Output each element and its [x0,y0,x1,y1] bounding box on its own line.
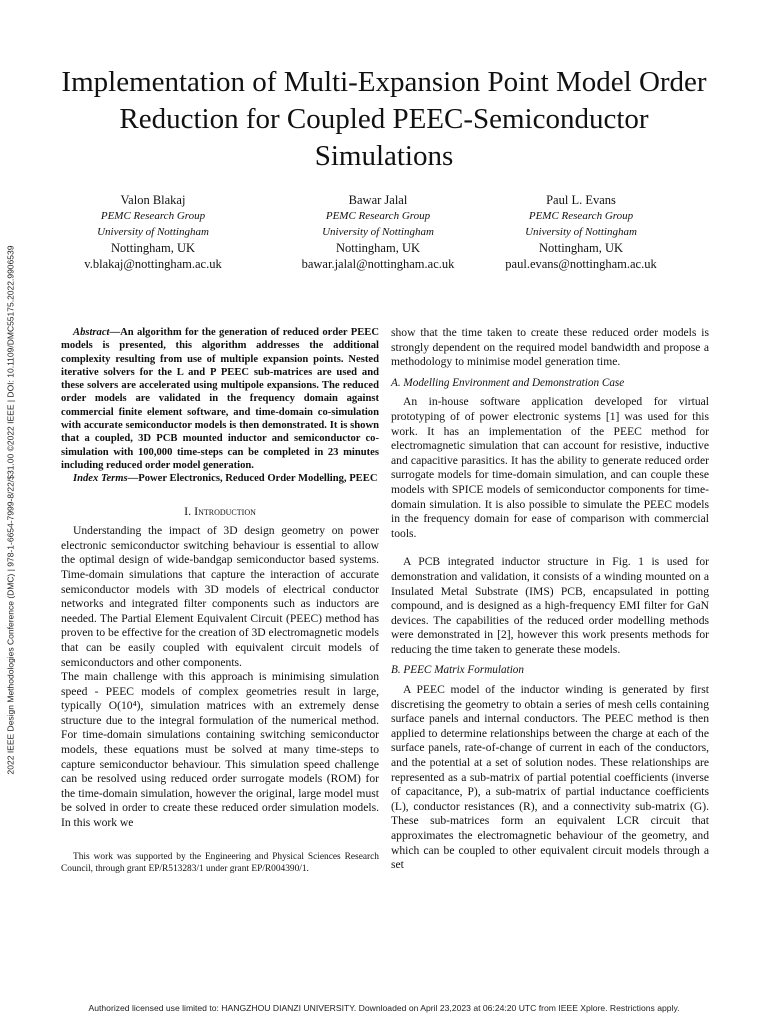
abstract-text: —An algorithm for the generation of reduced order PEEC models is presented, this algorithm addresses the additional complexity resulting from use of multiple expansion points. Nested iterative solvers for the L and P PEEC sub-matrices are used and these solvers are accelerated using multipole expansions. The reduced order models are validated in the frequency domain against commercial finite element software, and time-domain co-simulation with accurate semiconductor models is then demonstrated. It is shown that a coupled, 3D PCB mounted inductor and semiconductor co-simulation with 100,000 time-steps can be completed in 23 minutes including reduced order model generation. [61,327,379,471]
author-group: PEMC Research Group [100,210,206,222]
abstract [61,326,379,472]
right-column [391,326,709,873]
author-location: Nottingham, UK [335,241,421,255]
author-name: Valon Blakaj [120,193,186,207]
author-location: Nottingham, UK [110,241,196,255]
author-name: Paul L. Evans [546,193,616,207]
author-email: paul.evans@nottingham.ac.uk [505,257,657,271]
doi-sidebar-text: 2022 IEEE Design Methodologies Conference (DMC) | 978-1-6654-7999-8/22/$31.00 ©2022 IEEE | DOI: 10.1109/DMC55175.2022.9906539 [5,245,16,775]
author-block-3 [481,192,681,272]
subsection-heading-a: A. Modelling Environment and Demonstration Case [391,376,625,389]
subsection-b-paragraph-1: A PEEC model of the inductor winding is generated by first discretising the geometry to obtain a series of mesh cells containing surface panels and internal conductors. The PEEC method is then applied to determine relationships between the charge at each of the surface panels, rate-of-change of current in each of the conductors, and the potential at a set of solution nodes. These relationships are represented as a sub-matrix of partial potential coefficients (inverse of capacitance, P), a sub-matrix of partial inductance coefficients (L), conductor resistances (R), and a connectivity sub-matrix (G). These sub-matrices form an equivalent LCR circuit that approximates the electromagnetic behaviour of the geometry, and which can be coupled to other equivalent circuit models through a set [391,683,709,872]
subsection-a-paragraph-2: A PCB integrated inductor structure in Fig. 1 is used for demonstration and validation, it consists of a winding mounted on a Insulated Metal Substrate (IMS) PCB, encapsulated in potting compound, and is designed as a high-frequency EMI filter for GaN devices. The capabilities of the reduced order modelling methods were demonstrated in [2], however this work presents methods for reducing the time taken to generate these models. [391,555,709,656]
license-footer: Authorized licensed use limited to: HANGZHOU DIANZI UNIVERSITY. Downloaded on April 23,2023 at 06:24:20 UTC from IEEE Xplore. Restrictions apply. [88,1003,680,1013]
author-name: Bawar Jalal [348,193,408,207]
left-column [61,326,379,875]
index-terms-label: Index Terms [73,473,128,485]
section-heading-introduction: I. Introduction [184,503,256,518]
paragraph-gap [391,541,709,555]
paper-title: Implementation of Multi-Expansion Point Model Order Reduction for Coupled PEEC-Semiconductor Simulations [61,66,707,172]
author-block-2 [278,192,478,272]
intro-continuation: show that the time taken to create these reduced order models is strongly dependent on the required model bandwidth and propose a methodology to minimise model generation time. [391,326,709,369]
author-email: v.blakaj@nottingham.ac.uk [84,257,222,271]
index-terms-text: —Power Electronics, Reduced Order Modelling, PEEC [127,473,378,485]
intro-paragraph-1: Understanding the impact of 3D design geometry on power electronic semiconductor switching behaviour is essential to allow the optimal design of wide-bandgap semiconductor based systems. Time-domain simulations that capture the interaction of accurate semiconductor models with 3D models of electrical conductor networks and integrated filter components such as inductors are needed. The Partial Element Equivalent Circuit (PEEC) method has proven to be effective for the creation of 3D electromagnetic models that can be easily coupled with equivalent circuit models of semiconductors and other components. [61,524,379,669]
author-email: bawar.jalal@nottingham.ac.uk [301,257,455,271]
author-university: University of Nottingham [322,226,434,238]
abstract-label: Abstract [73,327,110,338]
author-location: Nottingham, UK [538,241,624,255]
author-group: PEMC Research Group [325,210,431,222]
author-university: University of Nottingham [97,226,209,238]
index-terms [61,472,379,485]
author-group: PEMC Research Group [528,210,634,222]
funding-footnote: This work was supported by the Engineering and Physical Sciences Research Council, through grant EP/R513283/1 under grant EP/R004390/1. [61,851,379,874]
intro-paragraph-2: The main challenge with this approach is minimising simulation speed - PEEC models of complex geometries result in large, typically O(10⁴), simulation matrices with an extremely dense structure due to the integral formulation of the numerical method. For time-domain simulations containing switching semiconductor models, these equations must be solved at many time-steps to capture semiconductor behaviour. This simulation speed challenge can be resolved using reduced order surrogate models (ROM) for the time-domain simulation, however the original, large model must be solved in order to create these reduced order simulation models. In this work we [61,670,379,830]
subsection-heading-b: B. PEEC Matrix Formulation [391,664,524,677]
author-block-1 [53,192,253,272]
subsection-a-paragraph-1: An in-house software application developed for virtual prototyping of of power electronic systems [1] was used for this work. It has an implementation of the PEEC method for electromagnetic simulation that can account for resistive, inductive and capacitive parasitics. It has the ability to generate reduced order surrogate models for time-domain simulation, and can couple these models with SPICE models of semiconductor components for time-domain simulation. It is also possible to simulate the PEEC models in the frequency domain for ease of comparison with commercial tools. [391,395,709,540]
author-university: University of Nottingham [525,226,637,238]
doi-sidebar [2,215,18,805]
